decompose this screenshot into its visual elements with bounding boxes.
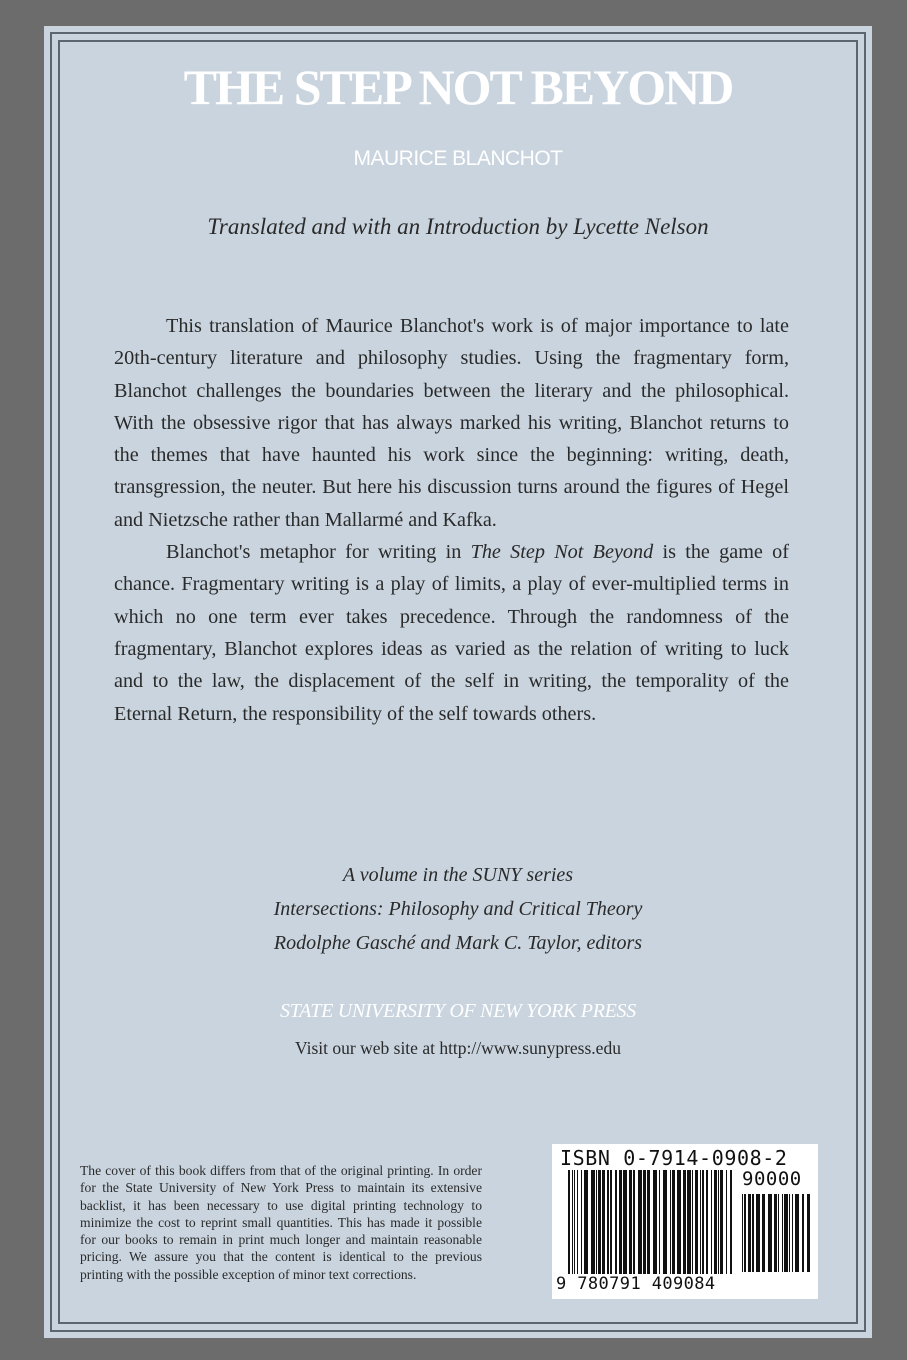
series-line-1: A volume in the SUNY series	[342, 864, 574, 886]
ean-number: 9 780791 409084	[556, 1274, 716, 1294]
publisher-name: STATE UNIVERSITY OF NEW YORK PRESS	[280, 1000, 636, 1022]
addon-barcode-icon	[742, 1194, 810, 1272]
series-info	[44, 858, 872, 960]
back-cover	[44, 26, 872, 1338]
book-title-italic: The Step Not Beyond	[470, 541, 654, 564]
series-line-2: Intersections: Philosophy and Critical Theory	[273, 898, 643, 920]
description-paragraph-2	[114, 536, 789, 730]
description-p2-end: is the game of chance. Fragmentary writing is a play of limits, a play of ever-multiplied terms in which no one term ever takes precedence. Through the randomness of the fragmentary, Blanchot explores ideas as varied as the relation of writing to luck and to the law, the displacement of the self in writing, the temporality of the Eternal Return, the responsibility of the self towards others.	[114, 541, 789, 725]
book-title: THE STEP NOT BEYOND	[183, 59, 733, 115]
translator-credit: Translated and with an Introduction by Lycette Nelson	[207, 214, 709, 239]
ean-barcode-icon	[568, 1170, 736, 1274]
barcode-label	[552, 1144, 818, 1299]
publisher-website: Visit our web site at http://www.sunypress.edu	[295, 1038, 621, 1058]
description-p2-start: Blanchot's metaphor for writing in	[166, 541, 471, 564]
description-paragraph-1: This translation of Maurice Blanchot's work is of major importance to late 20th-century literature and philosophy studies. Using the fragmentary form, Blanchot challenges the boundaries between the literary and the philosophical. With the obsessive rigor that has always marked his writing, Blanchot returns to the themes that have haunted his work since the beginning: writing, death, transgression, the neuter. But here his discussion turns around the figures of Hegel and Nietzsche rather than Mallarmé and Kafka.	[114, 315, 789, 531]
description	[114, 310, 789, 730]
author-name: MAURICE BLANCHOT	[353, 147, 563, 170]
printing-notice: The cover of this book differs from that of the original printing. In order for the State University of New York Press to maintain its extensive backlist, it has been necessary to use digital printing technology to minimize the cost to reprint small quantities. This has made it possible for our books to remain in print much longer and maintain reasonable pricing. We assure you that the content is identical to the previous printing with the possible exception of minor text corrections.	[80, 1163, 482, 1282]
price-addon-code: 90000	[742, 1168, 802, 1190]
series-line-3: Rodolphe Gasché and Mark C. Taylor, editors	[273, 932, 643, 954]
isbn-number: ISBN 0-7914-0908-2	[560, 1146, 788, 1170]
